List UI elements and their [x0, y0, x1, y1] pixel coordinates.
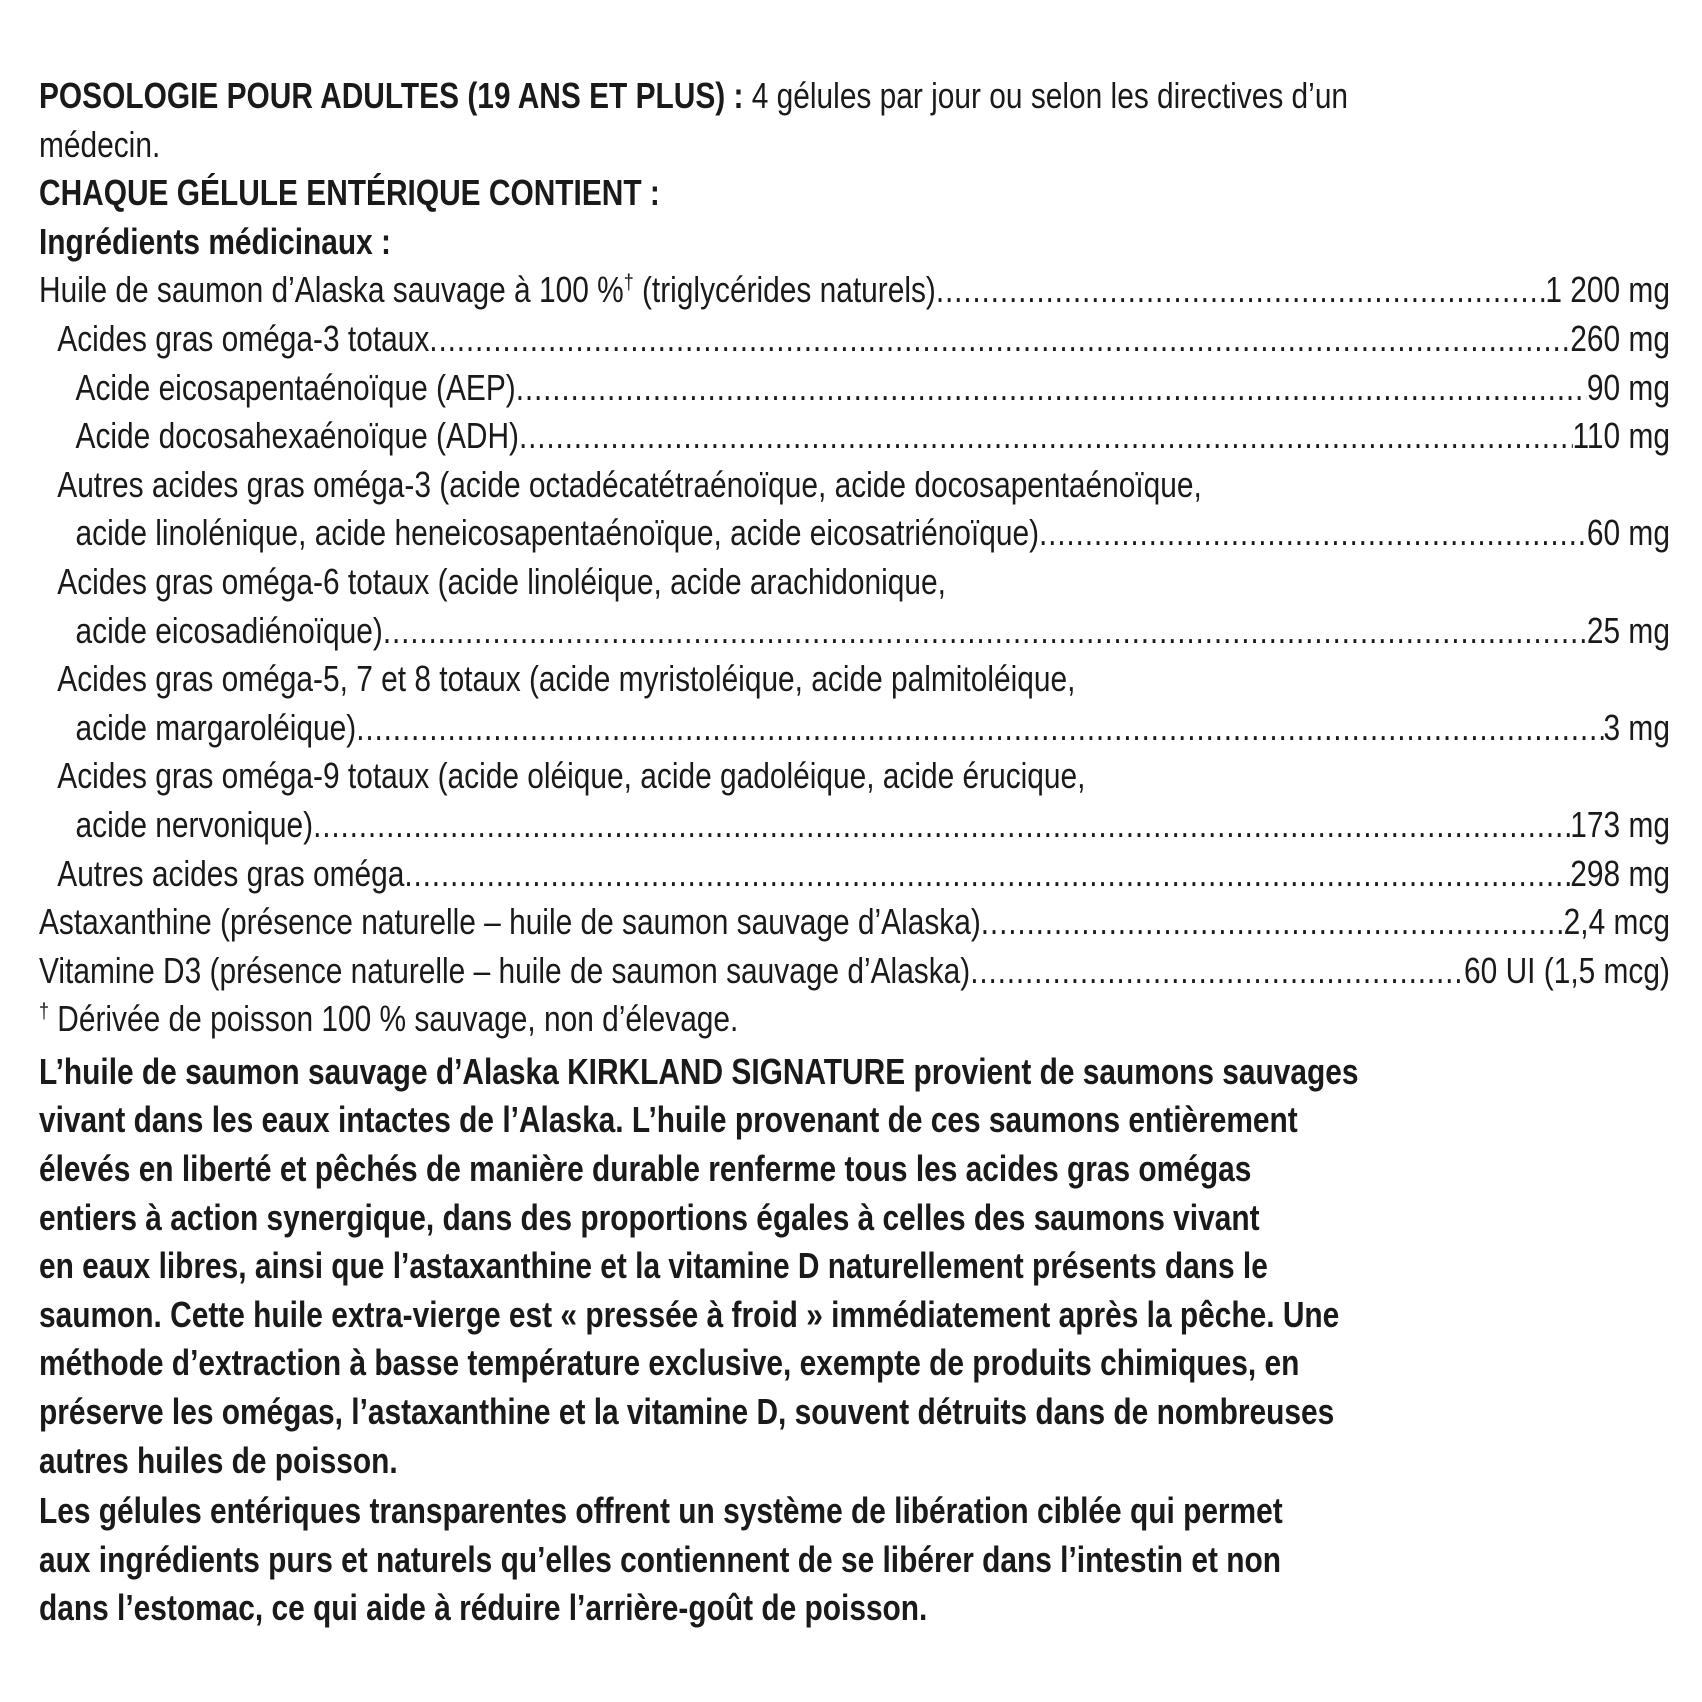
footnote	[39, 995, 1670, 1044]
ingredient-row	[39, 266, 1670, 315]
ingredient-row	[39, 801, 1670, 850]
ingredients-heading: Ingrédients médicinaux :	[39, 220, 391, 262]
paragraph-line: préserve les omégas, l’astaxanthine et la vitamine D, souvent détruits dans de nombreuses	[39, 1391, 1335, 1433]
ingredient-name: Autres acides gras oméga	[57, 852, 405, 894]
dosage-line-1	[39, 72, 1670, 121]
ingredient-description: Acides gras oméga-9 totaux (acide oléique, acide gadoléique, acide érucique,	[57, 755, 1086, 797]
paragraph-line: entiers à action synergique, dans des proportions égales à celles des saumons vivant	[39, 1196, 1260, 1238]
ingredient-name: acide margaroléique)	[75, 706, 357, 748]
ingredient-name: Vitamine D3 (présence naturelle – huile de saumon sauvage d’Alaska)	[39, 949, 971, 991]
ingredient-row	[39, 607, 1670, 656]
ingredient-name: Acides gras oméga-3 totaux	[57, 317, 430, 359]
leader-dots	[383, 607, 1587, 656]
ingredient-name: acide linolénique, acide heneicosapentaénoïque, acide eicosatriénoïque)	[75, 512, 1040, 554]
paragraph-line: élevés en liberté et pêchés de manière durable renferme tous les acides gras omégas	[39, 1148, 1252, 1190]
leader-dots	[970, 947, 1464, 996]
capsule-paragraph	[39, 1487, 1670, 1633]
ingredient-name-rest: (triglycérides naturels)	[633, 269, 936, 311]
paragraph-line: saumon. Cette huile extra-vierge est « pressée à froid » immédiatement après la pêche. Une	[39, 1293, 1340, 1335]
ingredient-name: Astaxanthine (présence naturelle – huile de saumon sauvage d’Alaska)	[39, 901, 981, 943]
ingredient-row	[39, 704, 1670, 753]
paragraph-line: aux ingrédients purs et naturels qu’elles contiennent de se libérer dans l’intestin et non	[39, 1538, 1281, 1580]
paragraph-line: Les gélules entériques transparentes offrent un système de libération ciblée qui permet	[39, 1490, 1283, 1532]
leader-dots	[356, 704, 1603, 753]
ingredient-row	[39, 364, 1670, 413]
ingredient-row	[39, 315, 1670, 364]
leader-dots	[404, 850, 1570, 899]
ingredient-row	[39, 898, 1670, 947]
footnote-text: Dérivée de poisson 100 % sauvage, non d’élevage.	[48, 998, 739, 1040]
ingredient-row	[39, 509, 1670, 558]
description-paragraph	[39, 1048, 1670, 1485]
paragraph-line: méthode d’extraction à basse température exclusive, exempte de produits chimiques, en	[39, 1342, 1300, 1384]
leader-dots	[1039, 509, 1587, 558]
ingredient-row	[39, 947, 1670, 996]
dosage-heading: POSOLOGIE POUR ADULTES (19 ANS ET PLUS) :	[39, 75, 744, 116]
ingredient-amount: 60 UI (1,5 mcg)	[1464, 949, 1670, 991]
paragraph-line: en eaux libres, ainsi que l’astaxanthine et la vitamine D naturellement présents dans le	[39, 1245, 1268, 1287]
paragraph-line: L’huile de saumon sauvage d’Alaska KIRKLAND SIGNATURE provient de saumons sauvages	[39, 1050, 1359, 1092]
label-content	[39, 72, 1670, 1633]
ingredient-amount: 25 mg	[1586, 609, 1670, 651]
dagger-mark: †	[39, 998, 49, 1024]
ingredient-name: Huile de saumon d’Alaska sauvage à 100 %	[39, 269, 624, 311]
leader-dots	[313, 801, 1570, 850]
leader-dots	[981, 898, 1564, 947]
paragraph-line: dans l’estomac, ce qui aide à réduire l’arrière-goût de poisson.	[39, 1587, 928, 1629]
ingredient-amount: 90 mg	[1586, 366, 1670, 408]
ingredient-row	[39, 850, 1670, 899]
paragraph-line: autres huiles de poisson.	[39, 1439, 398, 1481]
ingredient-amount: 110 mg	[1572, 415, 1670, 457]
ingredient-name: acide nervonique)	[75, 803, 314, 845]
ingredient-description: Autres acides gras oméga-3 (acide octadécatétraénoïque, acide docosapentaénoïque,	[57, 463, 1202, 505]
ingredient-amount: 2,4 mcg	[1563, 901, 1670, 943]
supplement-label	[39, 72, 1670, 1633]
leader-dots	[429, 315, 1570, 364]
leader-dots	[516, 364, 1587, 413]
ingredient-row	[39, 412, 1670, 461]
dosage-line-2: médecin.	[39, 123, 161, 165]
ingredient-description: Acides gras oméga-5, 7 et 8 totaux (acide myristoléique, acide palmitoléique,	[57, 658, 1076, 700]
ingredient-amount: 60 mg	[1586, 512, 1670, 554]
dosage-text: 4 gélules par jour ou selon les directives d’un	[743, 75, 1349, 116]
ingredient-amount: 173 mg	[1570, 803, 1670, 845]
ingredient-amount: 260 mg	[1570, 317, 1670, 359]
dagger-mark: †	[623, 269, 634, 295]
paragraph-line: vivant dans les eaux intactes de l’Alaska. L’huile provenant de ces saumons entièrement	[39, 1099, 1298, 1141]
ingredient-name: Acide docosahexaénoïque (ADH)	[75, 415, 520, 457]
ingredient-amount: 3 mg	[1603, 706, 1670, 748]
leader-dots	[936, 266, 1545, 315]
ingredient-name: acide eicosadiénoïque)	[75, 609, 383, 651]
ingredient-amount: 1 200 mg	[1545, 269, 1670, 311]
contains-heading: CHAQUE GÉLULE ENTÉRIQUE CONTIENT :	[39, 172, 660, 214]
ingredient-amount: 298 mg	[1570, 852, 1670, 894]
ingredient-description: Acides gras oméga-6 totaux (acide linoléique, acide arachidonique,	[57, 560, 946, 602]
leader-dots	[519, 412, 1572, 461]
ingredient-name: Acide eicosapentaénoïque (AEP)	[75, 366, 516, 408]
